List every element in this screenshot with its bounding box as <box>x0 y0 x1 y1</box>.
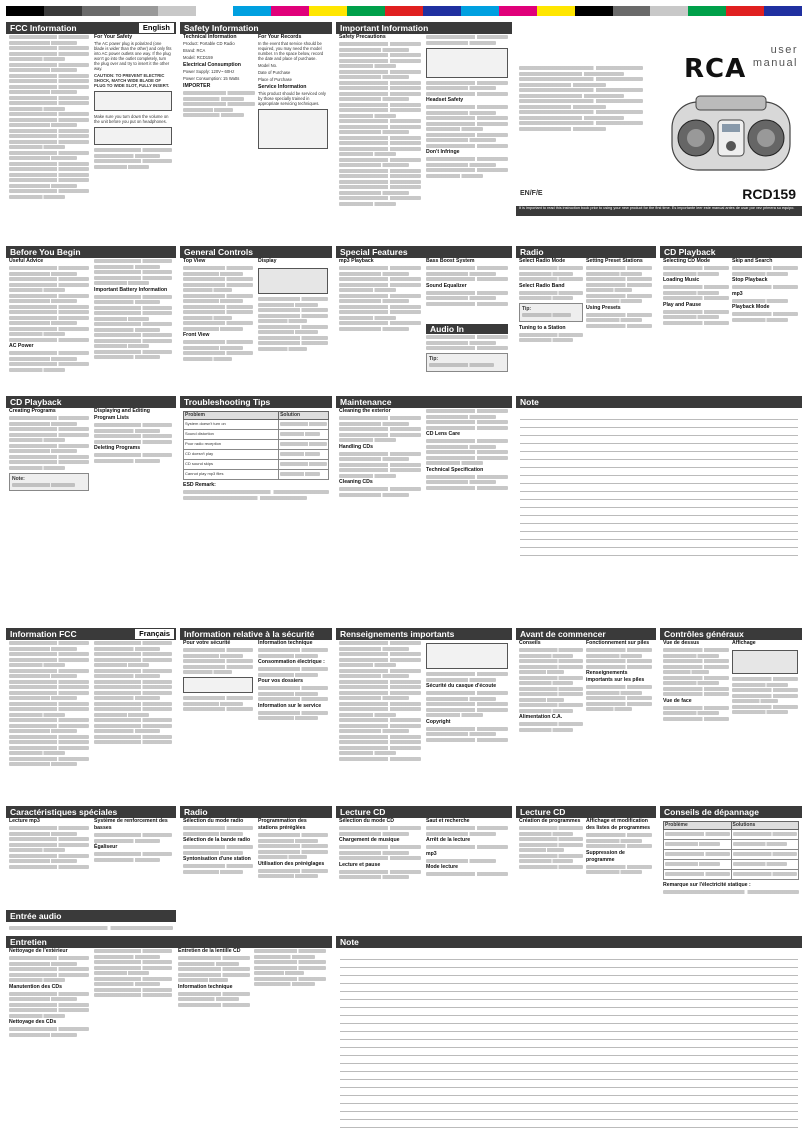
lecture-cd-section <box>336 806 512 932</box>
displaying-program-lists-heading: Displaying and Editing Program Lists <box>94 408 150 421</box>
headphone-text: Make sure you turn down the volume on the unit before you put on headphones. <box>94 114 169 124</box>
table-row: CD doesn't play <box>184 450 329 460</box>
setting-preset-heading: Setting Preset Stations <box>586 258 643 264</box>
calibration-swatch <box>158 6 196 16</box>
avant-de-commencer-section <box>516 628 656 800</box>
section-title: Caractéristiques spéciales <box>10 807 118 817</box>
nettoyage-cd-heading: Nettoyage des CDs <box>9 1019 57 1025</box>
warning-label-icon <box>258 109 328 149</box>
section-title: Entretien <box>10 937 47 947</box>
top-view-heading: Top View <box>183 258 206 264</box>
radio-fr-section <box>180 806 332 932</box>
section-header <box>6 22 176 34</box>
calibration-swatch <box>309 6 347 16</box>
front-view-heading: Front View <box>183 332 210 338</box>
cd-playback-section <box>660 246 802 391</box>
calibration-swatch <box>461 6 499 16</box>
table-row: Poor radio reception <box>184 440 329 450</box>
model-no-label: Model No. <box>258 63 278 68</box>
safety-information-fr-section <box>180 628 332 800</box>
cover-panel <box>516 22 802 244</box>
section-title: Avant de commencer <box>520 629 606 639</box>
calibration-swatch <box>650 6 688 16</box>
esd-remark-heading: ESD Remark: <box>183 482 216 488</box>
section-header <box>180 22 332 34</box>
entretien-lentille-heading: Entretien de la lentille CD <box>178 948 241 954</box>
systeme-basses-heading: Système de renforcement des basses <box>94 818 168 831</box>
table-row <box>664 840 799 850</box>
read-instructions-notice: It is important to read this instruction book prior to using your new product for the first time. Es importante leer este manual antes de usar por vez primera su equipo. <box>516 206 802 216</box>
play-pause-heading: Play and Pause <box>663 301 702 308</box>
section-header <box>336 22 512 34</box>
calibration-swatch <box>575 6 613 16</box>
fonctionnement-piles-heading: Fonctionnement sur piles <box>586 640 650 646</box>
date-of-purchase-label: Date of Purchase <box>258 70 291 75</box>
mode-cd-heading: Sélection du mode CD <box>339 818 395 824</box>
display-diagram <box>258 268 328 294</box>
section-title: CD Playback <box>664 247 716 257</box>
mode-radio-heading: Sélection du mode radio <box>183 818 244 824</box>
section-title: Information relative à la sécurité <box>184 629 315 639</box>
saut-recherche-heading: Saut et recherche <box>426 818 470 824</box>
plug-icon <box>94 127 172 145</box>
ventilation-icon <box>426 48 508 78</box>
alimentation-heading: Alimentation C.A. <box>519 714 563 720</box>
useful-advice-heading: Useful Advice <box>9 258 44 264</box>
section-title: Entrée audio <box>10 911 62 921</box>
calibration-swatch <box>726 6 764 16</box>
playback-mode-heading: Playback Mode <box>732 304 770 310</box>
plug-icon <box>183 677 253 693</box>
product-image <box>666 92 796 177</box>
calibration-swatch <box>271 6 309 16</box>
section-title: Contrôles généraux <box>664 629 744 639</box>
headphone-icon <box>94 91 172 111</box>
model-number: RCD159 <box>742 186 796 202</box>
creation-programmes-heading: Création de programmes <box>519 818 581 824</box>
tip-label: Tip: <box>522 306 532 312</box>
section-title: Before You Begin <box>10 247 81 257</box>
entretien-section <box>6 936 332 1136</box>
select-radio-band-heading: Select Radio Band <box>519 282 565 289</box>
manutention-heading: Manutention des CDs <box>9 983 63 990</box>
section-title: Safety Information <box>184 23 259 33</box>
remarque-electricite-heading: Remarque sur l'électricité statique : <box>663 882 751 888</box>
renseignements-piles-heading: Renseignements importants sur les piles <box>586 670 645 683</box>
technical-specification-heading: Technical Specification <box>426 466 484 473</box>
audio-in-heading: Audio In <box>430 324 464 334</box>
consumption-line: Power Consumption: 15 Watts <box>183 76 240 81</box>
tuning-heading: Tuning to a Station <box>519 324 566 331</box>
affichage-listes-heading: Affichage et modification des listes de programmes <box>586 818 651 831</box>
controles-generaux-section <box>660 628 802 800</box>
section-title: Important Information <box>340 23 429 33</box>
using-presets-heading: Using Presets <box>586 304 621 311</box>
information-technique-heading: Information technique <box>258 640 313 646</box>
table-row: CD sound skips <box>184 460 329 470</box>
section-title: Radio <box>520 247 544 257</box>
section-title: CD Playback <box>10 397 62 407</box>
calibration-swatch <box>423 6 461 16</box>
affichage-heading: Affichage <box>732 640 756 646</box>
section-title: Radio <box>184 807 208 817</box>
utilisation-prereglages-heading: Utilisation des préréglages <box>258 860 325 867</box>
deleting-programs-heading: Deleting Programs <box>94 445 141 451</box>
ventilation-icon <box>426 643 508 669</box>
calibration-swatch <box>499 6 537 16</box>
solution-column-header: Solution <box>279 412 329 420</box>
language-tag: English <box>139 23 174 33</box>
section-title: Lecture CD <box>340 807 386 817</box>
calibration-swatch <box>233 6 271 16</box>
troubleshooting-section <box>180 396 332 564</box>
note-lines <box>340 952 798 1132</box>
mp3-heading: mp3 <box>732 290 743 297</box>
entree-audio-section <box>6 910 176 932</box>
renseignements-importants-section <box>336 628 512 800</box>
lecture-cd-programmes-section <box>516 806 656 932</box>
programmation-heading: Programmation des stations préréglées <box>258 818 307 831</box>
note-section <box>516 396 802 564</box>
safety-information-section <box>180 22 332 244</box>
stop-playback-heading: Stop Playback <box>732 277 768 283</box>
service-information-text: This product should be serviced only by those specially trained in appropriate servicing techniques. <box>258 91 326 106</box>
bande-radio-heading: Sélection de la bande radio <box>183 837 251 843</box>
calibration-swatch <box>613 6 651 16</box>
copyright-heading: Copyright <box>426 718 451 725</box>
section-title: Lecture CD <box>520 807 566 817</box>
technical-information-heading: Technical Information <box>183 34 237 40</box>
for-your-records-text: In the event that service should be required, you may need the model number. In the space below, record the date and place of purchase. <box>258 41 324 61</box>
mp3-playback-heading: mp3 Playback <box>339 258 374 264</box>
probleme-column-header: Problème <box>664 822 732 830</box>
general-controls-section <box>180 246 332 391</box>
consommation-heading: Consommation électrique : <box>258 659 325 665</box>
nettoyage-exterieur-heading: Nettoyage de l'extérieur <box>9 948 68 954</box>
language-tag: Français <box>135 629 174 639</box>
rca-logo: RCA <box>684 54 747 84</box>
before-you-begin-section <box>6 246 176 391</box>
conseils-depannage-section <box>660 806 802 932</box>
cleaning-cds-heading: Cleaning CDs <box>339 479 373 485</box>
suppression-heading: Suppression de programme <box>586 849 625 863</box>
section-title: Information FCC <box>10 629 77 639</box>
fcc-information-fr-section <box>6 628 176 800</box>
user-manual-label: user manual <box>752 44 798 69</box>
fcc-information-section <box>6 22 176 244</box>
calibration-swatch <box>537 6 575 16</box>
model-line: Model: RCD159 <box>183 55 213 60</box>
caracteristiques-speciales-section <box>6 806 176 906</box>
securite-casque-heading: Sécurité du casque d'écoute <box>426 683 497 689</box>
dont-infringe-heading: Don't Infringe <box>426 149 460 155</box>
arret-lecture-heading: Arrêt de la lecture <box>426 837 471 843</box>
select-radio-mode-heading: Select Radio Mode <box>519 258 566 264</box>
cd-playback-programs-section <box>6 396 176 564</box>
note-fr-section <box>336 936 802 1136</box>
caution-text: CAUTION: TO PREVENT ELECTRIC SHOCK, MATCH WIDE BLADE OF PLUG TO WIDE SLOT, FULLY INSERT. <box>94 73 170 88</box>
for-your-safety-text: The AC power plug is polarized (one blade is wider than the other) and only fits into AC power outlets one way. If the plug won't go into the outlet completely, turn the plug over and try to insert it the other way. <box>94 41 172 71</box>
ac-power-heading: AC Power <box>9 343 34 349</box>
language-codes: EN/F/E <box>520 190 543 197</box>
section-title: FCC Information <box>10 23 77 33</box>
solutions-column-header: Solutions <box>731 822 798 830</box>
table-row <box>664 830 799 840</box>
sound-equalizer-heading: Sound Equalizer <box>426 282 467 289</box>
headset-safety-heading: Headset Safety <box>426 97 464 103</box>
problem-column-header: Problem <box>184 412 279 420</box>
calibration-swatch <box>385 6 423 16</box>
maintenance-section <box>336 396 512 564</box>
brand-line: Brand: RCA <box>183 48 206 53</box>
electrical-consumption-heading: Electrical Consumption <box>183 62 241 68</box>
cd-lens-care-heading: CD Lens Care <box>426 431 461 437</box>
mode-lecture-heading: Mode lecture <box>426 864 458 870</box>
note-label: Note: <box>12 475 25 482</box>
table-row: Cannot play mp3 files <box>184 470 329 480</box>
important-information-section <box>336 22 512 244</box>
conseils-heading: Conseils <box>519 640 541 646</box>
chargement-heading: Chargement de musique <box>339 837 400 843</box>
calibration-swatch <box>347 6 385 16</box>
for-your-records-heading: For Your Records <box>258 34 302 40</box>
special-features-section <box>336 246 512 391</box>
information-technique-fr-heading: Information technique <box>178 983 233 990</box>
color-calibration-bar <box>6 6 802 16</box>
power-supply-line: Power Supply: 120V~ 60Hz <box>183 69 235 74</box>
depannage-table <box>663 821 799 880</box>
syntonisation-heading: Syntonisation d'une station <box>183 856 251 862</box>
selecting-cd-mode-heading: Selecting CD Mode <box>663 258 710 264</box>
section-title: Renseignements importants <box>340 629 455 639</box>
skip-search-heading: Skip and Search <box>732 258 773 264</box>
radio-section <box>516 246 656 391</box>
information-service-heading: Information sur le service <box>258 702 322 709</box>
creating-programs-heading: Creating Programs <box>9 408 56 414</box>
note-lines <box>520 412 798 560</box>
lecture-pause-heading: Lecture et pause <box>339 861 381 868</box>
handling-cds-heading: Handling CDs <box>339 443 374 450</box>
importer-heading: IMPORTER <box>183 83 211 89</box>
table-row <box>664 870 799 880</box>
calibration-swatch <box>44 6 82 16</box>
mp3-fr-heading: mp3 <box>426 850 437 857</box>
calibration-swatch <box>120 6 158 16</box>
section-title: Conseils de dépannage <box>664 807 759 817</box>
product-line: Product: Portable CD Radio <box>183 41 235 46</box>
vue-face-heading: Vue de face <box>663 697 692 704</box>
pour-votre-securite-heading: Pour votre sécurité <box>183 640 231 646</box>
bass-boost-heading: Bass Boost System <box>426 258 475 264</box>
lecture-mp3-heading: Lecture mp3 <box>9 818 40 824</box>
section-title: Maintenance <box>340 397 392 407</box>
tip-label: Tip: <box>429 356 439 362</box>
service-information-heading: Service Information <box>258 84 307 90</box>
safety-precautions-heading: Safety Precautions <box>339 34 386 40</box>
loading-music-heading: Loading Music <box>663 277 700 283</box>
calibration-swatch <box>6 6 44 16</box>
calibration-swatch <box>196 6 234 16</box>
cleaning-exterior-heading: Cleaning the exterior <box>339 408 391 414</box>
troubleshooting-table <box>183 411 329 480</box>
calibration-swatch <box>688 6 726 16</box>
section-title: Special Features <box>340 247 408 257</box>
pour-vos-dossiers-heading: Pour vos dossiers <box>258 678 303 684</box>
egaliseur-heading: Égaliseur <box>94 844 118 850</box>
place-of-purchase-label: Place of Purchase <box>258 77 292 82</box>
section-title: Note <box>520 397 539 407</box>
table-row: Sound distortion <box>184 430 329 440</box>
vue-dessus-heading: Vue de dessus <box>663 640 700 646</box>
calibration-swatch <box>764 6 802 16</box>
important-battery-heading: Important Battery Information <box>94 286 168 293</box>
section-title: Note <box>340 937 359 947</box>
table-row <box>664 860 799 870</box>
calibration-swatch <box>82 6 120 16</box>
table-row: System doesn't turn on <box>184 420 329 430</box>
for-your-safety-heading: For Your Safety <box>94 34 133 40</box>
display-heading: Display <box>258 258 277 264</box>
display-diagram <box>732 650 798 674</box>
section-title: General Controls <box>184 247 253 257</box>
section-title: Troubleshooting Tips <box>184 397 271 407</box>
table-row <box>664 850 799 860</box>
